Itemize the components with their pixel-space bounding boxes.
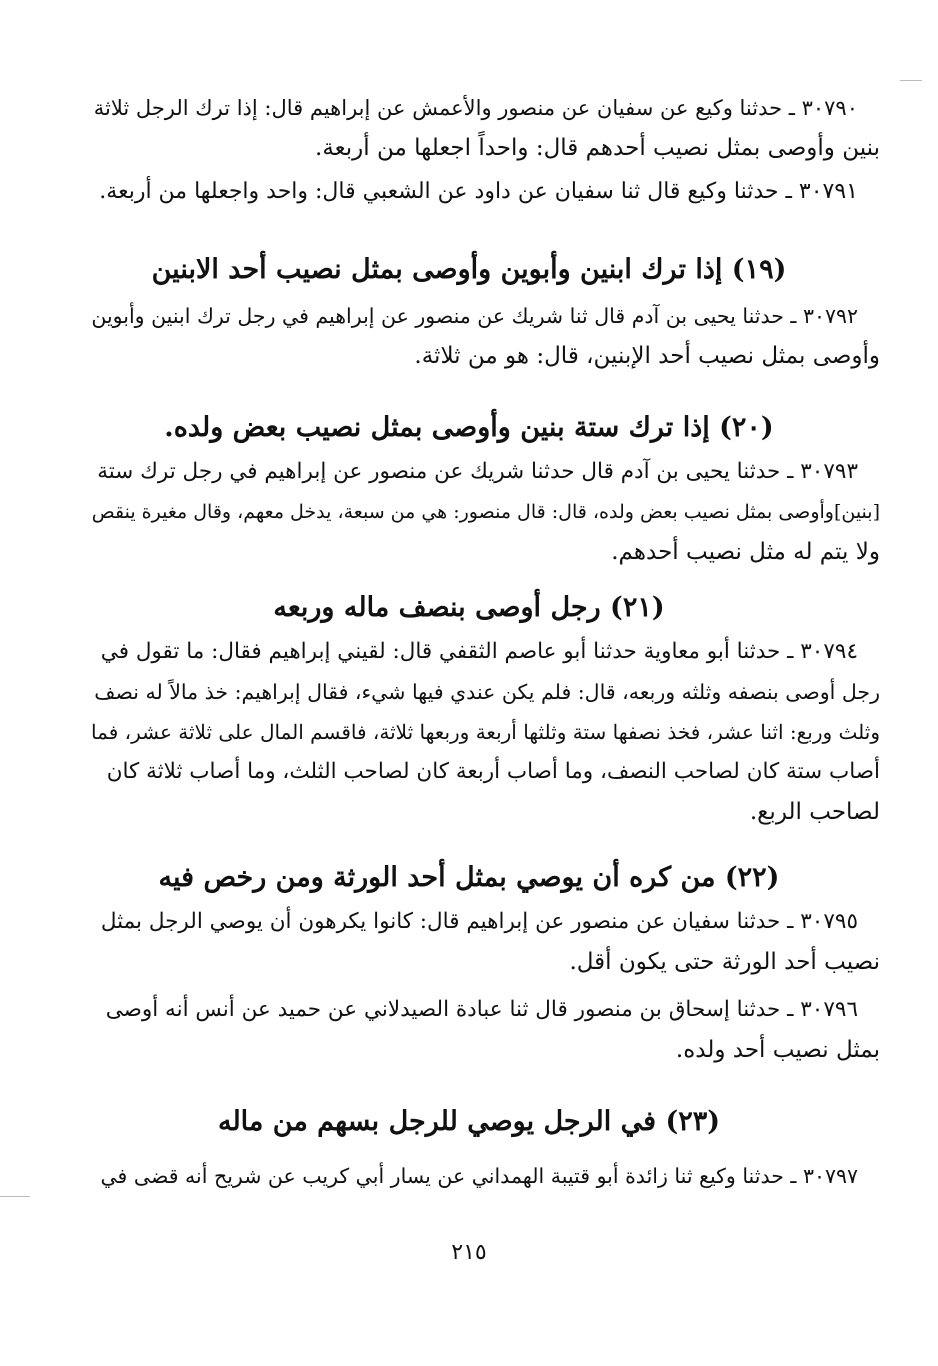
hadith-30796	[90, 990, 880, 1070]
text-line: ٣٠٧٩٤ ـ حدثنا أبو معاوية حدثنا أبو عاصم الثقفي قال: لقيني إبراهيم فقال: ما تقول في	[100, 639, 858, 664]
text-line: ٣٠٧٩٦ ـ حدثنا إسحاق بن منصور قال ثنا عبادة الصيدلاني عن حميد عن أنس أنه أوصى	[105, 997, 858, 1022]
section-heading-22: (٢٢) من كره أن يوصي بمثل أحد الورثة ومن رخص فيه	[158, 862, 780, 893]
text-line: ٣٠٧٩٠ ـ حدثنا وكيع عن سفيان عن منصور والأعمش عن إبراهيم قال: إذا ترك الرجل ثلاثة	[93, 96, 858, 120]
text-line: ٣٠٧٩٥ ـ حدثنا سفيان عن منصور عن إبراهيم قال: كانوا يكرهون أن يوصي الرجل بمثل	[100, 909, 858, 934]
section-heading-21: (٢١) رجل أوصى بنصف ماله وربعه	[273, 592, 665, 623]
text-line: ولا يتم له مثل نصيب أحدهم.	[611, 539, 880, 565]
text-line: نصيب أحد الورثة حتى يكون أقل.	[569, 949, 880, 975]
hadith-30795	[90, 902, 880, 982]
page-number: ٢١٥	[451, 1240, 487, 1265]
hadith-30794	[90, 632, 880, 832]
hadith-30797	[90, 1156, 880, 1196]
text-line: رجل أوصى بنصفه وثلثه وربعه، قال: فلم يكن عندي فيها شيء، فقال إبراهيم: خذ مالاً له نصف	[94, 680, 880, 704]
text-line: وأوصى بمثل نصيب أحد الإبنين، قال: هو من ثلاثة.	[414, 343, 880, 369]
section-heading-19: (١٩) إذا ترك ابنين وأبوين وأوصى بمثل نصيب أحد الابنين	[151, 254, 787, 285]
text-line: لصاحب الربع.	[749, 799, 880, 825]
hadith-30791	[90, 172, 880, 212]
text-line: بنين وأوصى بمثل نصيب أحدهم قال: واحداً اجعلها من أربعة.	[315, 135, 880, 161]
text-line: وثلث وربع: اثنا عشر، فخذ نصفها ستة وثلثها أربعة وربعها ثلاثة، فاقسم المال على ثلاثة عشر، فما	[91, 720, 880, 744]
scan-mark	[900, 80, 922, 81]
hadith-30792	[90, 296, 880, 376]
text-line: ٣٠٧٩١ ـ حدثنا وكيع قال ثنا سفيان عن داود عن الشعبي قال: واحد واجعلها من أربعة.	[99, 179, 858, 204]
text-line: [بنين]وأوصى بمثل نصيب بعض ولده، قال: قال منصور: هي من سبعة، يدخل معهم، وقال مغيرة ينقص	[91, 501, 880, 523]
section-heading-20: (٢٠) إذا ترك ستة بنين وأوصى بمثل نصيب بعض ولده.	[164, 412, 774, 443]
hadith-30793	[90, 452, 880, 572]
text-line: ٣٠٧٩٢ ـ حدثنا يحيى بن آدم قال ثنا شريك عن منصور عن إبراهيم في رجل ترك ابنين وأبوين	[91, 304, 858, 328]
section-heading-23: (٢٣) في الرجل يوصي للرجل بسهم من ماله	[217, 1106, 721, 1137]
scan-mark	[0, 1196, 30, 1197]
hadith-30790	[90, 88, 880, 168]
text-line: ٣٠٧٩٣ ـ حدثنا يحيى بن آدم قال حدثنا شريك عن منصور عن إبراهيم في رجل ترك ستة	[97, 459, 858, 484]
text-line: ٣٠٧٩٧ ـ حدثنا وكيع ثنا زائدة أبو قتيبة الهمداني عن يسار أبي كريب عن شريح أنه قضى في	[100, 1164, 858, 1188]
text-line: بمثل نصيب أحد ولده.	[675, 1037, 880, 1063]
text-line: أصاب ستة كان لصاحب النصف، وما أصاب أربعة كان لصاحب الثلث، وما أصاب ثلاثة كان	[106, 759, 880, 784]
